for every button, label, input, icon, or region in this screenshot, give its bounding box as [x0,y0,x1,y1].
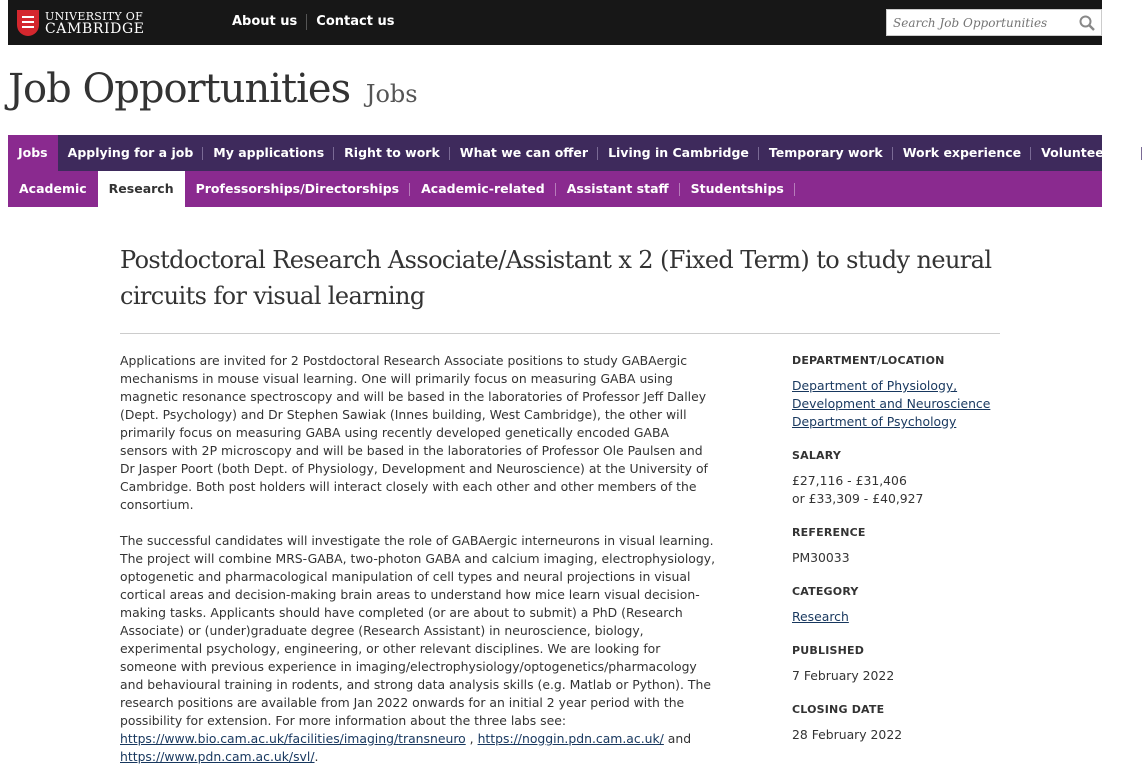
dept-label: DEPARTMENT/LOCATION [792,354,945,367]
category-research-link[interactable]: Research [792,609,849,624]
link-svl[interactable]: https://www.pdn.cam.ac.uk/svl/ [120,749,315,764]
nav-volunteering[interactable]: Volunteering [1031,135,1142,171]
description-para-1: Applications are invited for 2 Postdoctoral Research Associate positions to study GABAergic mechanisms in mouse visual learning. One will primarily focus on measuring GABA using magnetic resonance spectroscopy and will be based in the laboratories of Professor Jeff Dalley (Dept. Psychology) and Dr Stephen Sawiak (Innes building, West Cambridge), the other will primarily focus on measuring GABA using recently developed genetically encoded GABA sensors with 2P microscopy and will be based in the laboratories of Professor Ole Paulsen and Dr Jasper Poort (both Dept. of Physiology, Development and Neuroscience) at the University of Cambridge. Both post holders will interact closely with each other and other members of the consortium. [120,353,708,512]
nav-my-applications[interactable]: My applications [203,135,334,171]
category-label: CATEGORY [792,585,859,598]
university-logo[interactable] [17,8,157,38]
reference-value: PM30033 [792,550,850,565]
dept-values [792,377,1012,431]
page-subtitle: Jobs [365,80,418,108]
salary-label: SALARY [792,449,841,462]
nav-work-experience[interactable]: Work experience [893,135,1031,171]
nav-applying[interactable]: Applying for a job [58,135,204,171]
page-title-text: Job Opportunities [8,66,351,112]
subnav-studentships[interactable]: Studentships [680,171,795,207]
subnav-professorships[interactable]: Professorships/Directorships [185,171,411,207]
search-input[interactable] [887,10,1067,35]
search-box [886,9,1102,36]
about-us-link[interactable]: About us [232,14,307,30]
link-terminator: . [314,749,319,764]
published-value: 7 February 2022 [792,668,895,683]
salary-range-2: or £33,309 - £40,927 [792,491,924,506]
reference-label: REFERENCE [792,526,866,539]
link-noggin[interactable]: https://noggin.pdn.cam.ac.uk/ [477,731,664,746]
closing-date-label: CLOSING DATE [792,703,885,716]
divider [120,333,1000,334]
contact-us-link[interactable]: Contact us [316,14,395,29]
dept-psychology-link[interactable]: Department of Psychology [792,414,957,429]
dept-physiology-link[interactable]: Department of Physiology, Development and Neuroscience [792,378,991,411]
subnav-research[interactable]: Research [98,171,185,207]
nav-what-we-offer[interactable]: What we can offer [450,135,598,171]
link-separator: , [465,731,478,746]
subnav-assistant-staff[interactable]: Assistant staff [556,171,680,207]
search-icon[interactable] [1079,15,1095,31]
job-meta-sidebar [792,354,1012,762]
link-transneuro[interactable]: https://www.bio.cam.ac.uk/facilities/imaging/transneuro [120,731,466,746]
nav-living-in-cambridge[interactable]: Living in Cambridge [598,135,759,171]
closing-date-value: 28 February 2022 [792,727,903,742]
top-bar [8,0,1102,45]
job-description [120,352,720,784]
primary-nav [8,135,1133,171]
job-title: Postdoctoral Research Associate/Assistant x 2 (Fixed Term) to study neural circuits for visual learning [120,246,992,310]
salary-range-1: £27,116 - £31,406 [792,473,907,488]
description-para-2-text: The successful candidates will investigate the role of GABAergic interneurons in visual learning. The project will combine MRS-GABA, two-photon GABA and calcium imaging, electrophysiology, optogenetic and pharmacological manipulation of cell types and neural projections in visual cortical areas and decision-making brain areas to understand how mice learn visual decision-making tasks. Applicants should have completed (or are about to submit) a PhD (Research Associate) or (under)graduate degree (Research Assistant) in neuroscience, biology, experimental psychology, engineering, or other relevant disciplines. We are looking for someone with previous experience in imaging/electrophysiology/optogenetics/pharmacology and behavioural training in rodents, and strong data analysis skills (e.g. Matlab or Python). The research positions are available from Jan 2022 onwards for an initial 2 year period with the possibility for extension. For more information about the three labs see: [120,533,716,728]
top-links [232,14,412,30]
category-value [792,608,1012,626]
nav-jobs[interactable]: Jobs [8,135,58,171]
subnav-academic-related[interactable]: Academic-related [410,171,556,207]
page-title [8,66,418,112]
nav-temporary-work[interactable]: Temporary work [759,135,893,171]
logo-line1: UNIVERSITY OF [45,10,144,23]
logo-line2: CAMBRIDGE [45,21,145,37]
description-para-2 [120,532,720,766]
nav-right-to-work[interactable]: Right to work [334,135,450,171]
crest-icon [17,10,39,36]
published-label: PUBLISHED [792,644,865,657]
secondary-nav [8,171,1102,207]
salary-value [792,472,1012,508]
link-separator: and [663,731,692,746]
subnav-academic[interactable]: Academic [19,181,87,196]
